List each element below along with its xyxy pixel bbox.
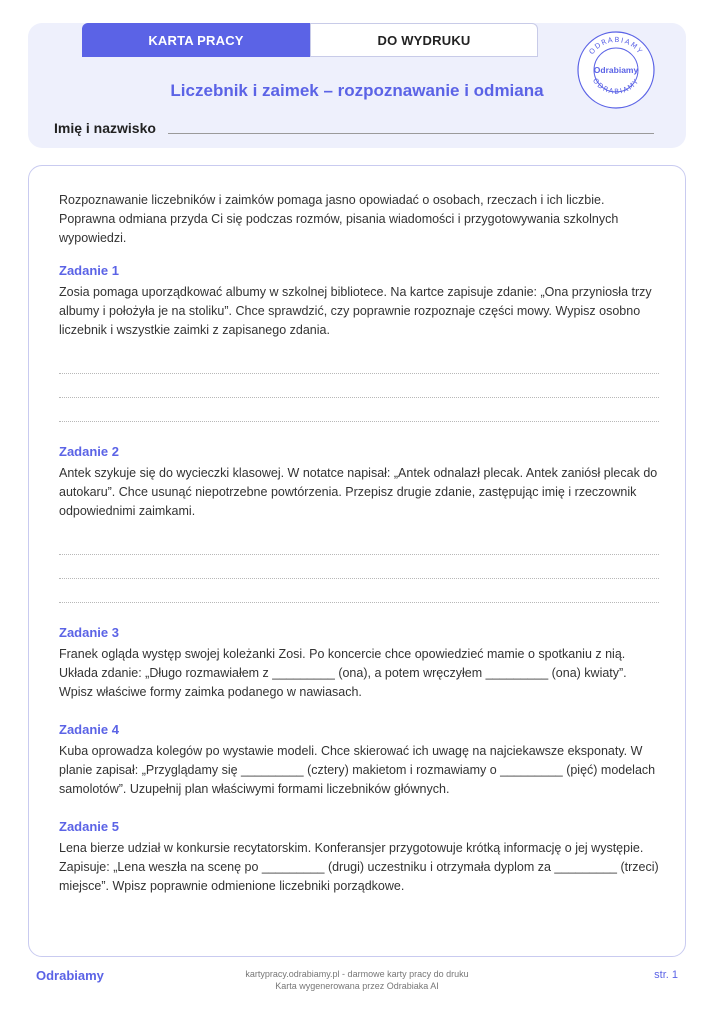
task-text: Kuba oprowadza kolegów po wystawie modeli. Chce skierować ich uwagę na najciekawsze eksponaty. W planie zapisał: „Przyglądamy się _________ (cztery) makietom i rozmawiamy o _________ (pięć) modelach samolotów”. Uzupełnij plan właściwymi formami liczebników głównych. [59,744,656,796]
tab-karta-pracy[interactable]: KARTA PRACY [82,23,310,57]
task-title: Zadanie 5 [59,819,119,834]
task-text: Lena bierze udział w konkursie recytatorskim. Konferansjer przygotowuje krótką informację o jej występie. Zapisuje: „Lena weszła na scenę po _________ (drugi) uczestniku i otrzymała dyplom za _________ (trzeci) miejsce”. Wpisz poprawnie odmienione liczebniki porządkowe. [59,841,659,893]
answer-lines[interactable] [59,352,659,422]
answer-line[interactable] [59,581,659,603]
answer-line[interactable] [59,352,659,374]
answer-line[interactable] [59,376,659,398]
footer-brand[interactable]: Odrabiamy [36,968,104,983]
task-title: Zadanie 4 [59,722,119,737]
footer-generated: Karta wygenerowana przez Odrabiaka AI [275,981,439,991]
answer-line[interactable] [59,557,659,579]
task-title: Zadanie 2 [59,444,119,459]
page-number: str. 1 [654,969,678,981]
worksheet-content [28,165,686,957]
tab-do-wydruku[interactable]: DO WYDRUKU [310,23,538,57]
task-title: Zadanie 3 [59,625,119,640]
stamp-ring-top: ODRABIAMY [587,35,645,56]
page-title: Liczebnik i zaimek – rozpoznawanie i odmiana [170,81,544,100]
task-4 [59,722,659,799]
name-input-line[interactable] [168,133,654,134]
answer-line[interactable] [59,533,659,555]
task-2 [59,444,659,603]
task-3 [59,625,659,702]
odrabiamy-stamp-icon [576,30,656,110]
task-title: Zadanie 1 [59,263,119,278]
stamp-ring-bottom: ODRABIAMY [590,76,641,96]
footer-url[interactable]: kartypracy.odrabiamy.pl - darmowe karty pracy do druku [245,969,469,979]
task-text: Franek ogląda występ swojej koleżanki Zosi. Po koncercie chce opowiedzieć mamie o spotkaniu z nią. Układa zdanie: „Długo rozmawiałem z _________ (ona), a potem wręczyłem _________ (ona) kwiaty”. Wpisz właściwe formy zaimka podanego w nawiasach. [59,647,627,699]
task-text: Zosia pomaga uporządkować albumy w szkolnej bibliotece. Na kartce zapisuje zdanie: „Ona przyniosła trzy albumy i położyła je na stoliku”. Chce sprawdzić, czy poprawnie rozpoznaje części mowy. Wypisz osobno liczebnik i wszystkie zaimki z zapisanego zdania. [59,285,652,337]
footer-info [0,968,714,992]
stamp-center-text: Odrabiamy [593,65,639,75]
task-5 [59,819,659,896]
answer-line[interactable] [59,400,659,422]
task-text: Antek szykuje się do wycieczki klasowej. W notatce napisał: „Antek odnalazł plecak. Antek zaniósł plecak do autokaru”. Chce usunąć niepotrzebne powtórzenia. Przepisz drugie zdanie, zastępując imię i rzeczownik odpowiednimi zaimkami. [59,466,658,518]
answer-lines[interactable] [59,533,659,603]
name-label: Imię i nazwisko [54,120,156,136]
task-1 [59,263,659,422]
intro-text: Rozpoznawanie liczebników i zaimków pomaga jasno opowiadać o osobach, rzeczach i ich liczbie. Poprawna odmiana przyda Ci się podczas rozmów, pisania wiadomości i przygotowywania szkolnych wypowiedzi. [59,193,619,245]
